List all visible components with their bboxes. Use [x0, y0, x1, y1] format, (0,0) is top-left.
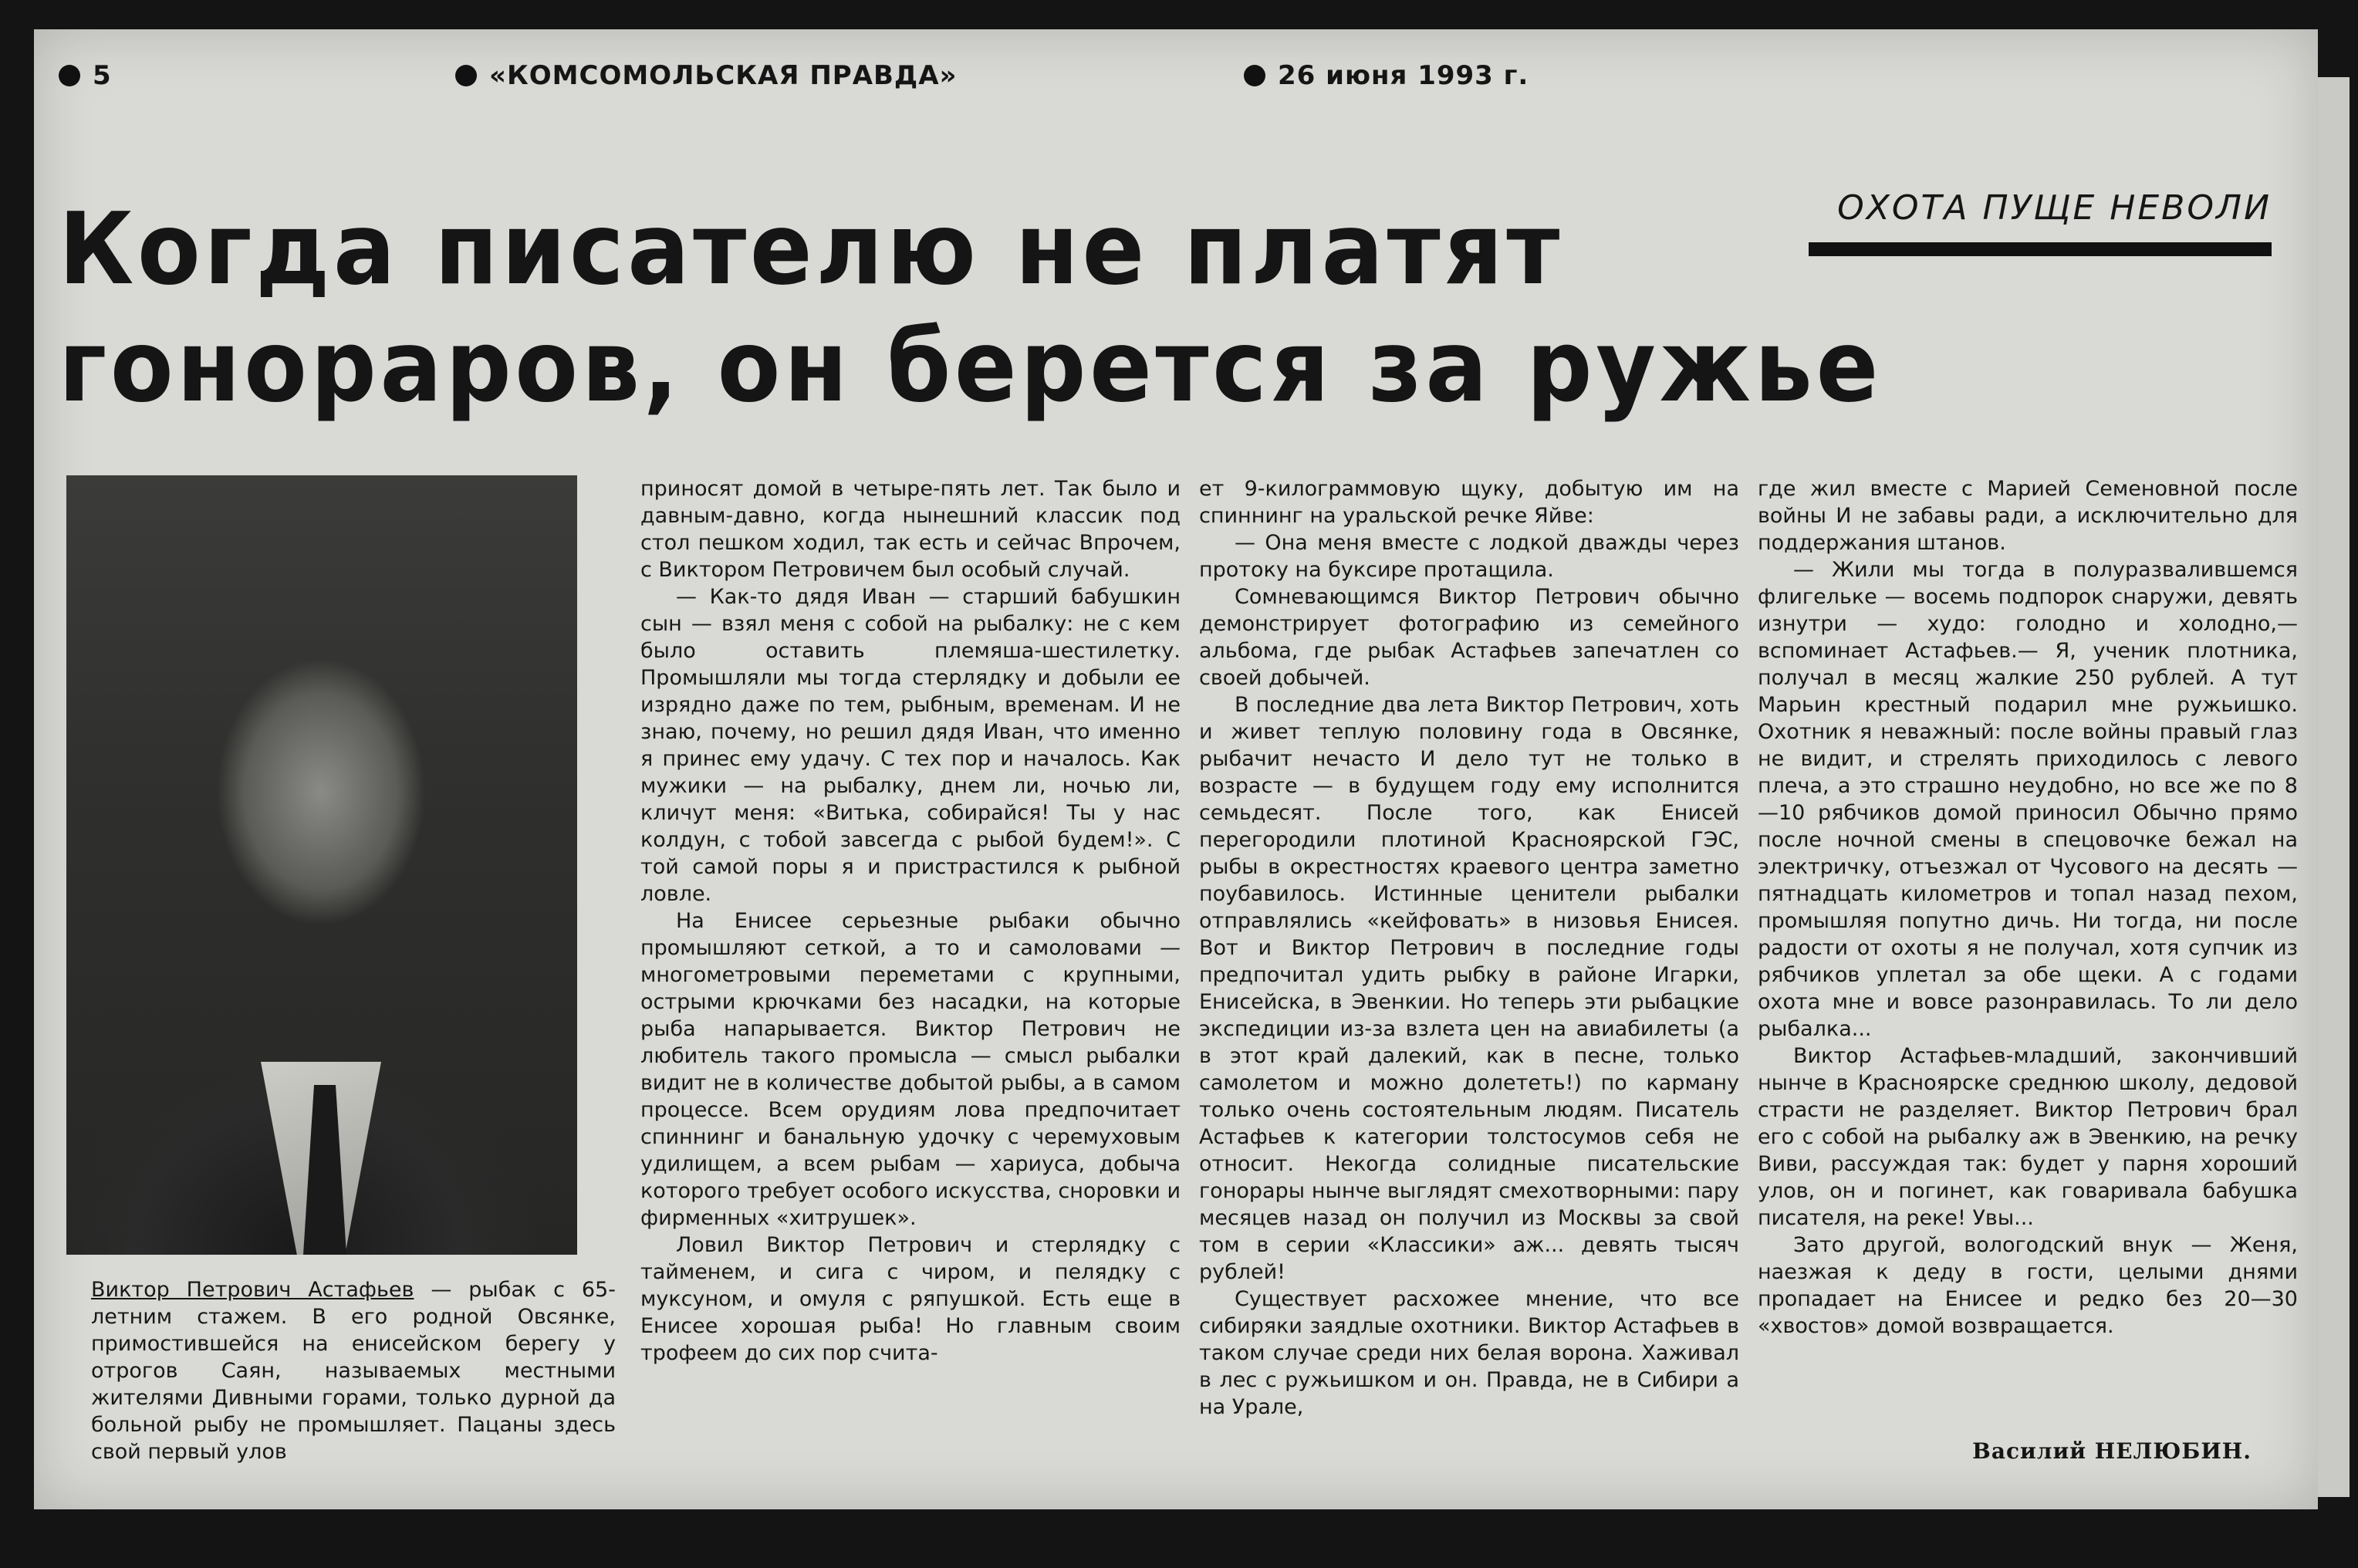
- paragraph: На Енисее серьезные рыбаки обычно промышляют сеткой, а то и самоловами — многометровыми переметами с крупными, острыми крючками без насадки, на которые рыба напарывается. Виктор Петрович не любитель такого промысла — смысл рыбалки видит не в количестве добытой рыбы, а в самом процессе. Всем орудиям лова предпочитает спиннинг и банальную удочку с черемуховым удилищем, а всем рыбам — хариуса, добыча которого требует особого искусства, сноровки и фирменных «хитрушек».: [640, 909, 1181, 1230]
- article-column-1: [640, 475, 1181, 1367]
- newspaper-name: [455, 60, 957, 91]
- paragraph: — Она меня вместе с лодкой дважды через протоку на буксире протащила.: [1199, 531, 1739, 582]
- paragraph: Сомневающимся Виктор Петрович обычно демонстрирует фотографию из семейного альбома, где рыбак Астафьев запечатлен со своей добычей.: [1199, 585, 1739, 690]
- paragraph: ет 9-килограммовую щуку, добытую им на спиннинг на уральской речке Яйве:: [1199, 477, 1739, 528]
- rubric-title: ОХОТА ПУЩЕ НЕВОЛИ: [1837, 188, 2272, 228]
- headline: [59, 191, 1882, 426]
- paragraph: Ловил Виктор Петрович и стерлядку с тайменем, и сига с чиром, и пелядку с муксуном, и омуля с ряпушкой. Есть еще в Енисее хорошая рыба! Но главным своим трофеем до сих пор счита-: [640, 1233, 1181, 1365]
- masthead: [34, 60, 2318, 106]
- paragraph: Зато другой, вологодский внук — Женя, наезжая к деду в гости, целыми днями пропадает на Енисее и редко без 20—30 «хвостов» домой возвращается.: [1758, 1233, 2298, 1338]
- headline-line-1: Когда писателю не платят: [59, 192, 1564, 307]
- issue-date: [1244, 60, 1529, 91]
- bullet-icon: [59, 65, 80, 86]
- paragraph: В последние два лета Виктор Петрович, хоть и живет теплую половину года в Овсянке, рыбачит нечасто И дело тут не только в возрасте — в будущем году ему исполнится семьдесят. После того, как Енисей перегородили плотиной Красноярской ГЭС, рыбы в окрестностях краевого центра заметно поубавилось. Истинные ценители рыбалки отправлялись «кейфовать» в низовья Енисея. Вот и Виктор Петрович в последние годы предпочитал удить рыбку в районе Игарки, Енисейска, в Эвенкии. Но теперь эти рыбацкие экспедиции из-за взлета цен на авиабилеты (а в этот край далекий, как в песне, только самолетом и можно долететь!) по карману только очень состоятельным людям. Писатель Астафьев к категории толстосумов себя не относит. Некогда солидные писательские гонорары нынче выглядят смехотворными: пару месяцев назад он получил из Москвы за свой том в серии «Классики» аж... девять тысяч рублей!: [1199, 693, 1739, 1284]
- paragraph: Виктор Астафьев-младший, закончивший нынче в Красноярске среднюю школу, дедовой страсти не разделяет. Виктор Петрович брал его с собой на рыбалку аж в Эвенкию, на речку Виви, рассуждая так: будет у парня хороший улов, он и погинет, как говаривала бабушка писателя, на реке! Увы...: [1758, 1044, 2298, 1230]
- newspaper-name-text: «КОМСОМОЛЬСКАЯ ПРАВДА»: [489, 60, 958, 91]
- author-signature: Василий НЕЛЮБИН.: [1972, 1438, 2252, 1464]
- photo-caption: [91, 1276, 616, 1465]
- caption-lead: Виктор Петрович Астафьев: [91, 1278, 414, 1302]
- paragraph: — Как-то дядя Иван — старший бабушкин сын — взял меня с собой на рыбалку: не с кем было оставить племяша-шестилетку. Промышляли мы тогда стерлядку и добыли ее изрядно даже по тем, рыбным, временам. И не знаю, почему, но решил дядя Иван, что именно я принес ему удачу. С тех пор и началось. Как мужики — на рыбалку, днем ли, ночью ли, кличут меня: «Витька, собирайся! Ты у нас колдун, с тобой завсегда с рыбой будем!». С той самой поры я и пристрастился к рыбной ловле.: [640, 585, 1181, 906]
- rubric-underline: [1809, 242, 2272, 256]
- page-number: [59, 60, 112, 91]
- bullet-icon: [1244, 65, 1265, 86]
- newspaper-clipping: [34, 29, 2318, 1509]
- caption-text: — рыбак с 65-летним стажем. В его родной Овсянке, примостившейся на енисейском берегу у отрогов Саян, называемых местными жителями Дивными горами, только дурной да больной рыбу не промышляет. Пацаны здесь свой первый улов: [91, 1278, 616, 1464]
- article-column-2: [1199, 475, 1739, 1421]
- paragraph: Существует расхожее мнение, что все сибиряки заядлые охотники. Виктор Астафьев в таком случае среди них белая ворона. Хаживал в лес с ружьишком и он. Правда, не в Сибири а на Урале,: [1199, 1287, 1739, 1419]
- headline-line-2: гонораров, он берется за ружье: [59, 309, 1882, 424]
- paragraph: — Жили мы тогда в полуразвалившемся флигельке — восемь подпорок снаружи, девять изнутри — худо: голодно и холодно,— вспоминает Астафьев.— Я, ученик плотника, получал в месяц жалкие 250 рублей. А тут Марьин крестный подарил мне ружьишко. Охотник я неважный: после войны правый глаз не видит, и стрелять приходилось с левого плеча, а это страшно неудобно, но все же по 8—10 рябчиков домой приносил Обычно прямо после ночной смены в спецовочке бежал на электричку, отъезжал от Чусового на десять — пятнадцать километров и топал назад пехом, промышляя попутно дичь. Ни тогда, ни после радости от охоты я не получал, хотя супчик из рябчиков уплетал за обе щеки. А с годами охота мне и вовсе разонравилась. То ли дело рыбалка...: [1758, 558, 2298, 1041]
- issue-date-text: 26 июня 1993 г.: [1278, 60, 1529, 91]
- page-number-text: 5: [93, 60, 112, 91]
- bullet-icon: [455, 65, 477, 86]
- article-column-3: [1758, 475, 2298, 1340]
- rubric: [1782, 161, 2298, 269]
- paragraph: где жил вместе с Марией Семеновной после войны И не забавы ради, а исключительно для поддержания штанов.: [1758, 477, 2298, 555]
- paragraph: приносят домой в четыре-пять лет. Так было и давным-давно, когда нынешний классик под стол пешком ходил, так есть и сейчас Впрочем, с Виктором Петровичем был особый случай.: [640, 477, 1181, 582]
- portrait-photo: [66, 475, 577, 1255]
